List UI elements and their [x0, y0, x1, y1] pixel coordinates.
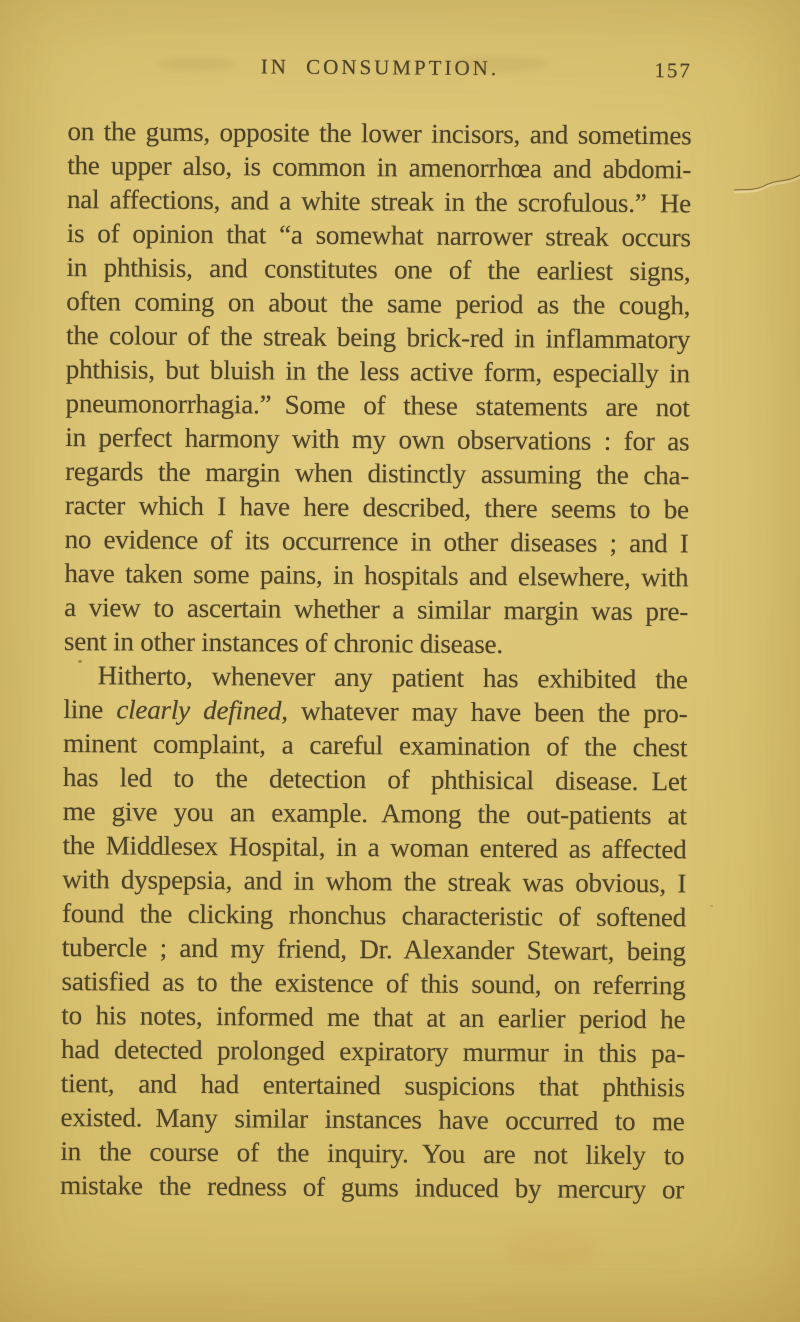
page-number: 157: [654, 58, 693, 83]
text-line: the colour of the streak being brick-red in inflammatory: [65, 320, 691, 355]
text-line: is of opinion that “a somewhat narrower streak occurs: [66, 218, 691, 253]
text-line: a view to ascertain whether a similar margin was pre-: [64, 592, 689, 627]
text-line: had detected prolonged expiratory murmur in this pa-: [60, 1034, 686, 1069]
text-line: nal affections, and a white streak in the scrofulous.” He: [66, 184, 692, 219]
text-line: regards the margin when distinctly assuming the cha-: [65, 456, 690, 491]
text-line: me give you an example. Among the out-patients at: [62, 796, 687, 831]
running-title: IN CONSUMPTION.: [260, 54, 500, 81]
text-line: sent in other instances of chronic disease.: [63, 626, 504, 660]
text-line: with dyspepsia, and in whom the streak was obvious, I: [62, 864, 687, 899]
text-line: existed. Many similar instances have occurred to me: [60, 1102, 685, 1137]
paragraph: [64, 114, 692, 662]
text-line: often coming on about the same period as the cough,: [66, 286, 691, 321]
text-line: phthisis, but bluish in the less active form, especially in: [65, 354, 690, 389]
text-line: line clearly defined, whatever may have been the pro-: [63, 694, 688, 729]
text-block: [60, 114, 692, 1206]
text-line: found the clicking rhonchus characteristic of softened: [61, 898, 687, 933]
text-line: satisfied as to the existence of this sound, on referring: [61, 966, 686, 1001]
text-line: has led to the detection of phthisical disease. Let: [62, 762, 688, 797]
text-line: mistake the redness of gums induced by mercury or: [60, 1170, 685, 1205]
text-line: tubercle ; and my friend, Dr. Alexander Stewart, being: [61, 932, 686, 967]
page-header: [68, 53, 692, 87]
text-line: no evidence of its occurrence in other diseases ; and I: [64, 524, 689, 559]
text-line: in the course of the inquiry. You are not likely to: [60, 1136, 685, 1171]
text-line: have taken some pains, in hospitals and elsewhere, with: [64, 558, 689, 593]
text-line: pneumonorrhagia.” Some of these statements are not: [65, 388, 690, 423]
text-line: on the gums, opposite the lower incisors, and sometimes: [67, 116, 692, 151]
text-line: the upper also, is common in amenorrhœa and abdomi-: [67, 150, 692, 185]
text-line: the Middlesex Hospital, in a woman entered as affected: [62, 830, 687, 865]
text-line: Hitherto, whenever any patient has exhibited the: [97, 660, 688, 695]
text-line: in phthisis, and constitutes one of the earliest signs,: [66, 252, 691, 287]
text-line: minent complaint, a careful examination of the chest: [63, 728, 688, 763]
text-line: to his notes, informed me that at an earlier period he: [61, 1000, 686, 1035]
text-line: in perfect harmony with my own observations : for as: [65, 422, 690, 457]
text-line: tient, and had entertained suspicions that phthisis: [60, 1068, 685, 1103]
text-line: racter which I have here described, there seems to be: [64, 490, 689, 525]
paragraph: [60, 658, 688, 1206]
